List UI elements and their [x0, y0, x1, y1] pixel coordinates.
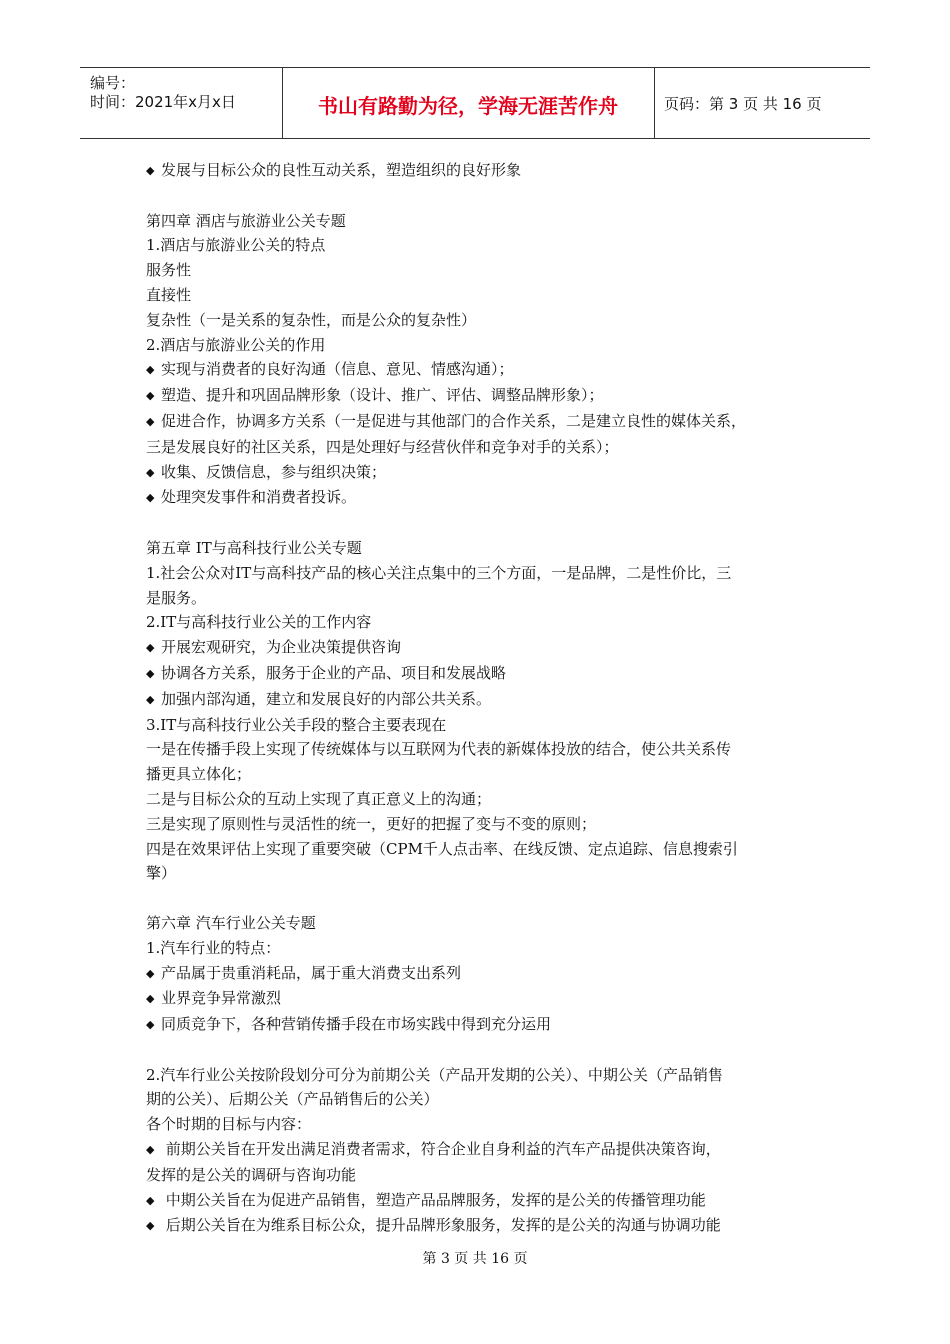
- diamond-bullet-icon: ◆: [146, 491, 155, 505]
- line-text: 二是与目标公众的互动上实现了真正意义上的沟通；: [146, 789, 492, 808]
- diamond-bullet-icon: ◆: [146, 389, 155, 403]
- line-text: 第六章 汽车行业公关专题: [146, 913, 316, 932]
- diamond-bullet-icon: ◆: [146, 1143, 155, 1157]
- line-text: 1.社会公众对IT与高科技产品的核心关注点集中的三个方面，一是品牌，二是性价比，三: [146, 563, 732, 582]
- diamond-bullet-icon: ◆: [146, 414, 155, 428]
- bullet-line: [146, 1213, 814, 1239]
- line-text: 2.酒店与旅游业公关的作用: [146, 335, 326, 354]
- bullet-line: [146, 687, 814, 713]
- bullet-line: [146, 460, 814, 486]
- text-line: [146, 861, 814, 886]
- diamond-bullet-icon: ◆: [146, 641, 155, 655]
- line-text: 加强内部沟通，建立和发展良好的内部公共关系。: [161, 689, 492, 708]
- line-text: 三是发展良好的社区关系，四是处理好与经营伙伴和竞争对手的关系）；: [146, 437, 619, 456]
- text-line: [146, 308, 814, 333]
- line-text: 前期公关旨在开发出满足消费者需求，符合企业自身利益的汽车产品提供决策咨询，: [161, 1140, 721, 1159]
- date-label: 时间：2021年x月x日: [90, 93, 236, 111]
- diamond-bullet-icon: ◆: [146, 992, 155, 1006]
- bullet-line: [146, 635, 814, 661]
- diamond-bullet-icon: ◆: [146, 465, 155, 479]
- header-motto-cell: [282, 68, 655, 138]
- line-text: 3.IT与高科技行业公关手段的整合主要表现在: [146, 715, 447, 734]
- diamond-bullet-icon: ◆: [146, 363, 155, 377]
- line-text: 复杂性（一是关系的复杂性，而是公众的复杂性）: [146, 310, 477, 329]
- line-text: 发挥的是公关的调研与咨询功能: [146, 1165, 357, 1184]
- line-text: 一是在传播手段上实现了传统媒体与以互联网为代表的新媒体投放的结合，使公共关系传: [146, 740, 732, 759]
- line-text: 收集、反馈信息，参与组织决策；: [161, 462, 387, 481]
- line-text: 2.汽车行业公关按阶段划分可分为前期公关（产品开发期的公关）、中期公关（产品销售: [146, 1065, 723, 1084]
- text-line: [146, 258, 814, 283]
- line-text: 直接性: [146, 285, 192, 304]
- line-text: 期的公关）、后期公关（产品销售后的公关）: [146, 1090, 439, 1109]
- bullet-line: [146, 409, 814, 435]
- line-text: 塑造、提升和巩固品牌形象（设计、推广、评估、调整品牌形象）；: [161, 386, 604, 405]
- bullet-line: [146, 1137, 814, 1163]
- diamond-bullet-icon: ◆: [146, 1018, 155, 1032]
- text-line: [146, 435, 814, 460]
- text-line: [146, 209, 814, 234]
- text-line: [146, 333, 814, 358]
- line-text: 促进合作，协调多方关系（一是促进与其他部门的合作关系，二是建立良性的媒体关系，: [161, 411, 747, 430]
- line-text: 擎）: [146, 864, 177, 883]
- text-line: [146, 713, 814, 738]
- text-line: [146, 233, 814, 258]
- text-line: [146, 762, 814, 787]
- bullet-line: [146, 661, 814, 687]
- page-number-label: 页码：第 3 页 共 16 页: [664, 95, 822, 113]
- text-line: [146, 911, 814, 936]
- line-text: 第四章 酒店与旅游业公关专题: [146, 211, 346, 230]
- motto-text: 书山有路勤为径，学海无涯苦作舟: [318, 94, 618, 118]
- diamond-bullet-icon: ◆: [146, 1219, 155, 1233]
- text-line: [146, 1112, 814, 1137]
- line-text: 实现与消费者的良好沟通（信息、意见、情感沟通）；: [161, 360, 514, 379]
- bullet-line: [146, 357, 814, 383]
- line-text: 开展宏观研究，为企业决策提供咨询: [161, 638, 402, 657]
- line-text: 三是实现了原则性与灵活性的统一，更好的把握了变与不变的原则；: [146, 814, 597, 833]
- text-line: [146, 936, 814, 961]
- bullet-line: [146, 1012, 814, 1038]
- bullet-line: [146, 383, 814, 409]
- line-text: 第五章 IT与高科技行业公关专题: [146, 538, 362, 557]
- diamond-bullet-icon: ◆: [146, 1193, 155, 1207]
- text-line: [146, 536, 814, 561]
- bullet-line: [146, 1188, 814, 1214]
- line-text: 服务性: [146, 261, 192, 280]
- header-meta-cell: [80, 68, 283, 138]
- line-text: 中期公关旨在为促进产品销售，塑造产品品牌服务，发挥的是公关的传播管理功能: [161, 1190, 706, 1209]
- line-text: 协调各方关系，服务于企业的产品、项目和发展战略: [161, 663, 507, 682]
- line-text: 产品属于贵重消耗品，属于重大消费支出系列: [161, 963, 462, 982]
- text-line: [146, 812, 814, 837]
- text-line: [146, 837, 814, 862]
- document-body: [146, 158, 814, 1239]
- bullet-line: [146, 485, 814, 511]
- diamond-bullet-icon: ◆: [146, 164, 155, 177]
- line-text: 发展与目标公众的良性互动关系，塑造组织的良好形象: [161, 161, 522, 179]
- page-header: [80, 67, 870, 139]
- line-text: 处理突发事件和消费者投诉。: [161, 488, 357, 507]
- bullet-line: [146, 986, 814, 1012]
- text-line: [146, 787, 814, 812]
- text-line: [146, 1063, 814, 1088]
- line-text: 同质竞争下，各种营销传播手段在市场实践中得到充分运用: [161, 1015, 552, 1034]
- diamond-bullet-icon: ◆: [146, 666, 155, 680]
- blank-line: [146, 1038, 814, 1063]
- text-line: [146, 1087, 814, 1112]
- text-line: [146, 283, 814, 308]
- blank-line: [146, 184, 814, 209]
- page-footer: 第 3 页 共 16 页: [422, 1251, 528, 1267]
- line-text: 1.酒店与旅游业公关的特点: [146, 236, 326, 255]
- blank-line: [146, 511, 814, 536]
- line-text: 业界竞争异常激烈: [161, 989, 282, 1008]
- text-line: [146, 586, 814, 611]
- line-text: 2.IT与高科技行业公关的工作内容: [146, 613, 372, 632]
- diamond-bullet-icon: ◆: [146, 966, 155, 980]
- header-page-cell: [654, 68, 870, 138]
- diamond-bullet-icon: ◆: [146, 692, 155, 706]
- bullet-line: [146, 158, 814, 184]
- line-text: 后期公关旨在为维系目标公众，提升品牌形象服务，发挥的是公关的沟通与协调功能: [161, 1216, 721, 1235]
- blank-line: [146, 886, 814, 911]
- line-text: 是服务。: [146, 588, 207, 607]
- bullet-line: [146, 961, 814, 987]
- text-line: [146, 1163, 814, 1188]
- line-text: 1.汽车行业的特点：: [146, 938, 281, 957]
- text-line: [146, 610, 814, 635]
- text-line: [146, 737, 814, 762]
- line-text: 四是在效果评估上实现了重要突破（CPM千人点击率、在线反馈、定点追踪、信息搜索引: [146, 839, 738, 858]
- code-label: 编号：: [90, 74, 136, 92]
- line-text: 播更具立体化；: [146, 765, 252, 784]
- line-text: 各个时期的目标与内容：: [146, 1115, 312, 1134]
- text-line: [146, 561, 814, 586]
